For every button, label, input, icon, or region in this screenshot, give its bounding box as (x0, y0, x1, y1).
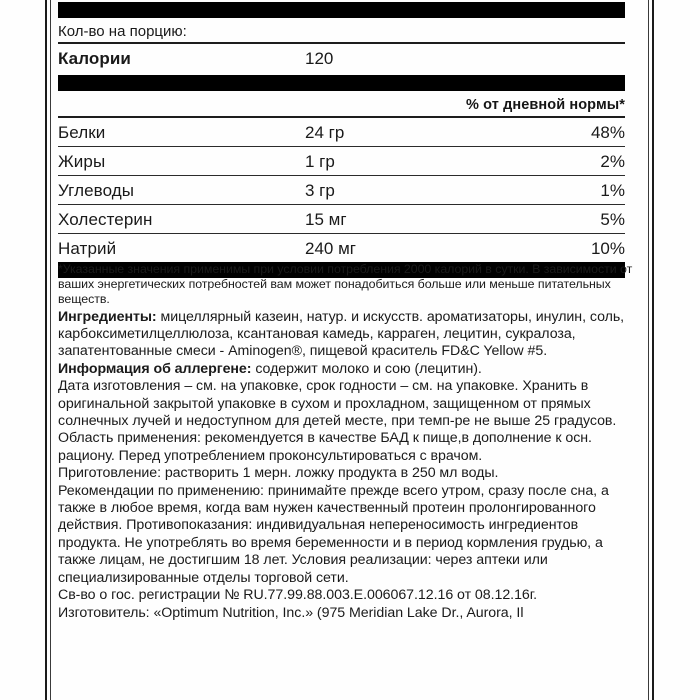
nutrient-name: Углеводы (58, 181, 135, 200)
daily-value-footnote: *Указанные значения применимы при условии потребления 2000 калорий в сутки. В зависимости от ваших энергетических потребностей вам может понадобиться больше или меньше питательных веществ. (58, 262, 633, 307)
storage-paragraph: Дата изготовления – см. на упаковке, срок годности – см. на упаковке. Хранить в оригинальной закрытой упаковке в сухом и прохладном, защищенном от прямых солнечных лучей и недоступном для детей месте, при темп-ре не выше 25 градусов. (58, 378, 617, 430)
allergen-text: содержит молоко и сою (лецитин). (251, 360, 482, 377)
table-mid-black-bar (58, 75, 625, 91)
registration-paragraph: Св-во о гос. регистрации № RU.77.99.88.003.Е.006067.12.16 от 08.12.16г. (58, 587, 538, 604)
nutrient-name: Белки (58, 123, 106, 142)
nutrient-daily-value: 10% (590, 239, 625, 258)
table-row (58, 176, 625, 204)
ingredients-text: мицеллярный казеин, натур. и искусств. ароматизаторы, инулин, соль, карбоксиметилцеллюлоза, ксантановая камедь, карраген, лецитин, сукралоза, запатентованные смеси - Aminogen®, пищевой краситель FD&C Yellow #5. (58, 308, 625, 360)
label-body-copy (58, 262, 638, 622)
nutrient-daily-value: 5% (600, 210, 625, 229)
preparation-paragraph: Приготовление: растворить 1 мерн. ложку продукта в 250 мл воды. (58, 465, 499, 482)
nutrient-daily-value: 2% (600, 152, 625, 171)
table-top-black-bar (58, 2, 625, 18)
nutrient-amount: 24 гр (305, 123, 345, 142)
calories-value: 120 (305, 49, 334, 68)
nutrient-name: Жиры (58, 152, 106, 171)
nutrient-name: Холестерин (58, 210, 153, 229)
nutrition-facts-table (58, 2, 625, 278)
calories-label: Калории (58, 49, 131, 68)
calories-daily-value (515, 59, 625, 64)
nutrient-amount: 3 гр (305, 181, 335, 200)
table-row (58, 147, 625, 175)
usage-paragraph: Область применения: рекомендуется в качестве БАД к пище,в дополнение к осн. рациону. Перед употреблением проконсультироваться с врачом. (58, 430, 592, 464)
ingredients-heading: Ингредиенты: (58, 308, 157, 325)
nutrient-daily-value: 1% (600, 181, 625, 200)
allergen-heading: Информация об аллергене: (58, 360, 252, 377)
nutrient-amount: 15 мг (305, 210, 347, 229)
nutrient-amount: 240 мг (305, 239, 356, 258)
panel-right-border (652, 0, 654, 700)
nutrient-daily-value: 48% (590, 123, 625, 142)
panel-left-border (45, 0, 47, 700)
calories-row (58, 44, 625, 75)
panel-right-inner-border (648, 0, 649, 700)
table-row (58, 205, 625, 233)
nutrient-name: Натрий (58, 239, 117, 258)
nutrient-amount: 1 гр (305, 152, 335, 171)
allergen-paragraph (58, 361, 638, 378)
daily-value-header: % от дневной нормы* (466, 97, 625, 113)
recommendations-paragraph: Рекомендации по применению: принимайте прежде всего утром, сразу после сна, а также в любое время, когда вам нужен качественный протеин пролонгированного действия. Противопоказания: индивидуальная непереносимость ингредиентов продукта. Не употреблять во время беременности и в период кормления грудью, а также лицам, не достигшим 18 лет. Условия реализации: через аптеки или специализированные отделы торговой сети. (58, 482, 609, 586)
table-row (58, 234, 625, 262)
table-row (58, 118, 625, 146)
ingredients-paragraph (58, 309, 638, 361)
panel-left-inner-border (50, 0, 51, 700)
serving-heading: Кол-во на порцию: (58, 23, 187, 40)
manufacturer-paragraph: Изготовитель: «Optimum Nutrition, Inc.» (975 Meridian Lake Dr., Aurora, Il (58, 604, 524, 621)
